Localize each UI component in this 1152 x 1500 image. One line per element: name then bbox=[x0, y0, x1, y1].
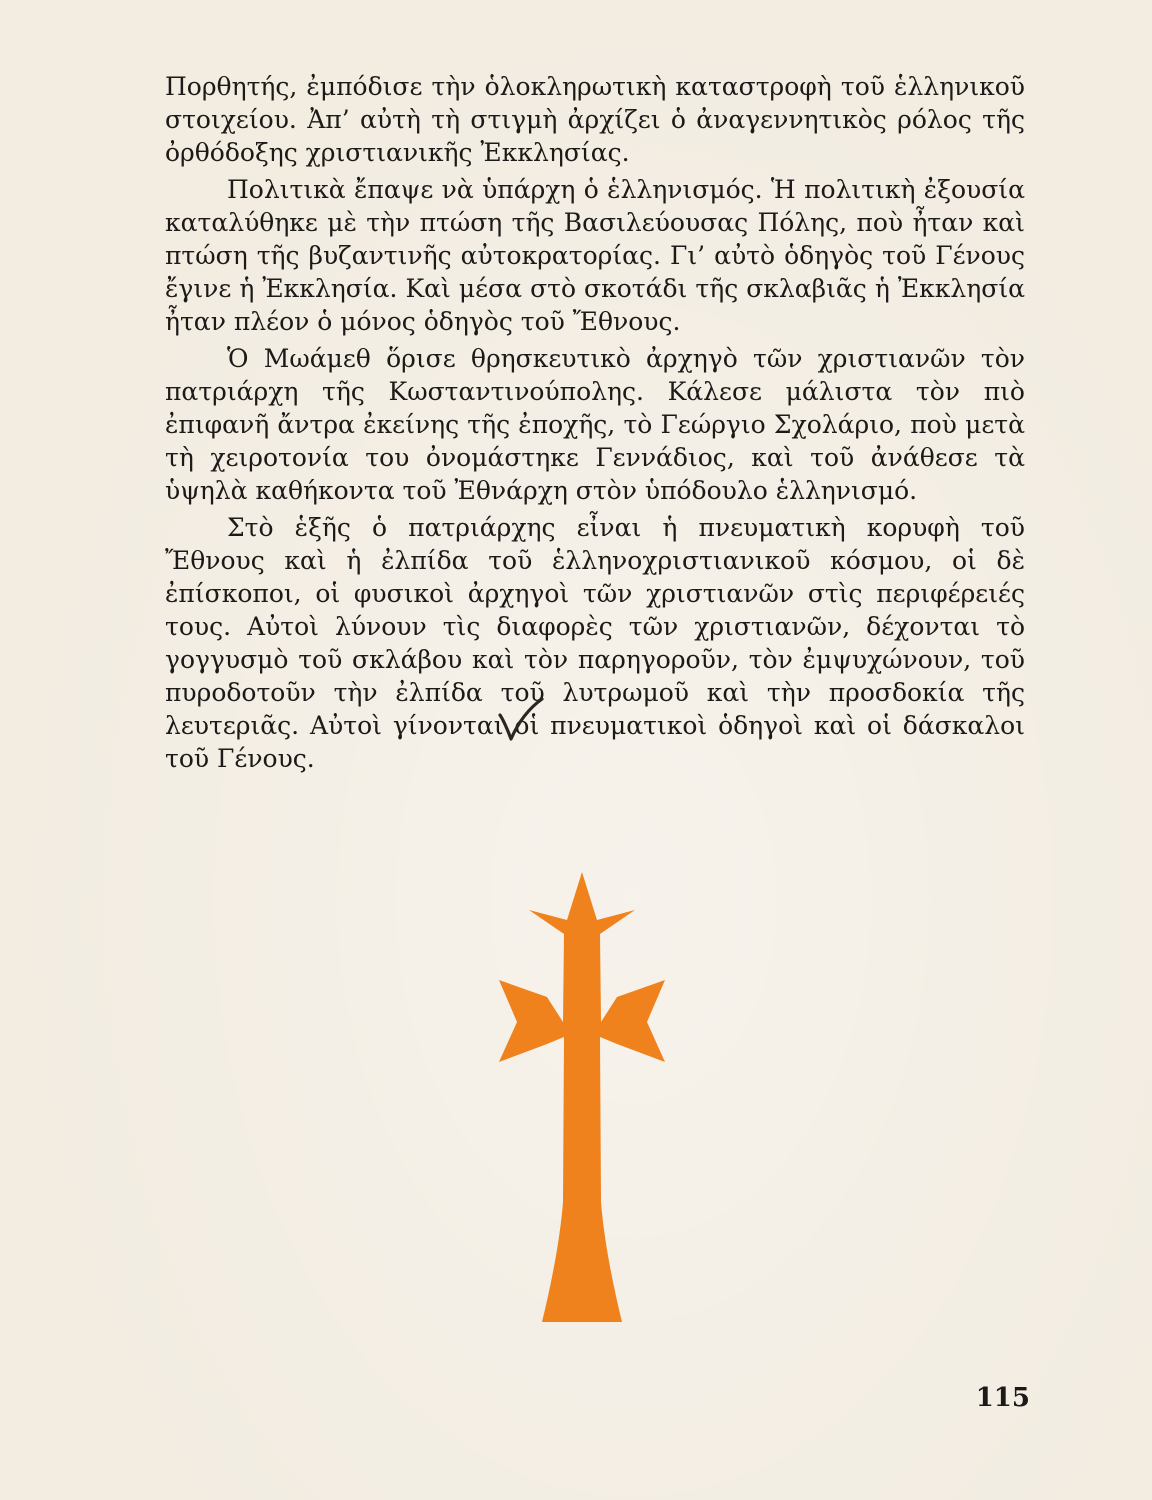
paragraph-3: Ὁ Μωάμεθ ὅρισε θρησκευτικὸ ἀρχηγὸ τῶν χριστιανῶν τὸν πατριάρχη τῆς Κωσταντινούπολης. Κάλεσε μάλιστα τὸν πιὸ ἐπιφανῆ ἄντρα ἐκείνης τῆς ἐποχῆς, τὸ Γεώργιο Σχολάριο, ποὺ μετὰ τὴ χειροτονία του ὀνομάστηκε Γεννάδιος, καὶ τοῦ ἀνάθεσε τὰ ὑψηλὰ καθήκοντα τοῦ Ἐθνάρχη στὸν ὑπόδουλο ἑλληνισμό. bbox=[165, 344, 1025, 505]
paragraph-2: Πολιτικὰ ἔπαψε νὰ ὑπάρχη ὁ ἑλληνισμός. Ἡ πολιτικὴ ἐξουσία καταλύθηκε μὲ τὴν πτώση τῆς Βασιλεύουσας Πόλης, ποὺ ἦταν καὶ πτώση τῆς βυζαντινῆς αὐτοκρατορίας. Γι’ αὐτὸ ὁδηγὸς τοῦ Γένους ἔγινε ἡ Ἐκκλησία. Καὶ μέσα στὸ σκοτάδι τῆς σκλαβιᾶς ἡ Ἐκκλησία ἦταν πλέον ὁ μόνος ὁδηγὸς τοῦ Ἔθνους. bbox=[165, 175, 1025, 336]
byzantine-cross-icon bbox=[497, 872, 667, 1322]
paragraph-4: Στὸ ἑξῆς ὁ πατριάρχης εἶναι ἡ πνευματικὴ κορυφὴ τοῦ Ἔθνους καὶ ἡ ἐλπίδα τοῦ ἑλληνοχριστιανικοῦ κόσμου, οἱ δὲ ἐπίσκοποι, οἱ φυσικοὶ ἀρχηγοὶ τῶν χριστιανῶν στὶς περιφέρειές τους. Αὐτοὶ λύνουν τὶς διαφορὲς τῶν χριστιανῶν, δέχονται τὸ γογγυσμὸ τοῦ σκλάβου καὶ τὸν παρηγοροῦν, τὸν ἐμψυχώνουν, τοῦ πυροδοτοῦν τὴν ἐλπίδα τοῦ λυτρωμοῦ καὶ τὴν προσδοκία τῆς λευτεριᾶς. Αὐτοὶ γίνονται οἱ πνευματικοὶ ὁδηγοὶ καὶ οἱ δάσκαλοι τοῦ Γένους. bbox=[165, 513, 1025, 773]
check-mark-icon bbox=[496, 695, 546, 745]
paragraph-1: Πορθητής, ἐμπόδισε τὴν ὁλοκληρωτικὴ καταστροφὴ τοῦ ἑλληνικοῦ στοιχείου. Ἀπ’ αὐτὴ τὴ στιγμὴ ἀρχίζει ὁ ἀναγεννητικὸς ρόλος τῆς ὀρθόδοξης χριστιανικῆς Ἐκκλησίας. bbox=[165, 72, 1025, 167]
page-number: 115 bbox=[975, 1383, 1030, 1413]
body-text bbox=[165, 70, 1025, 779]
